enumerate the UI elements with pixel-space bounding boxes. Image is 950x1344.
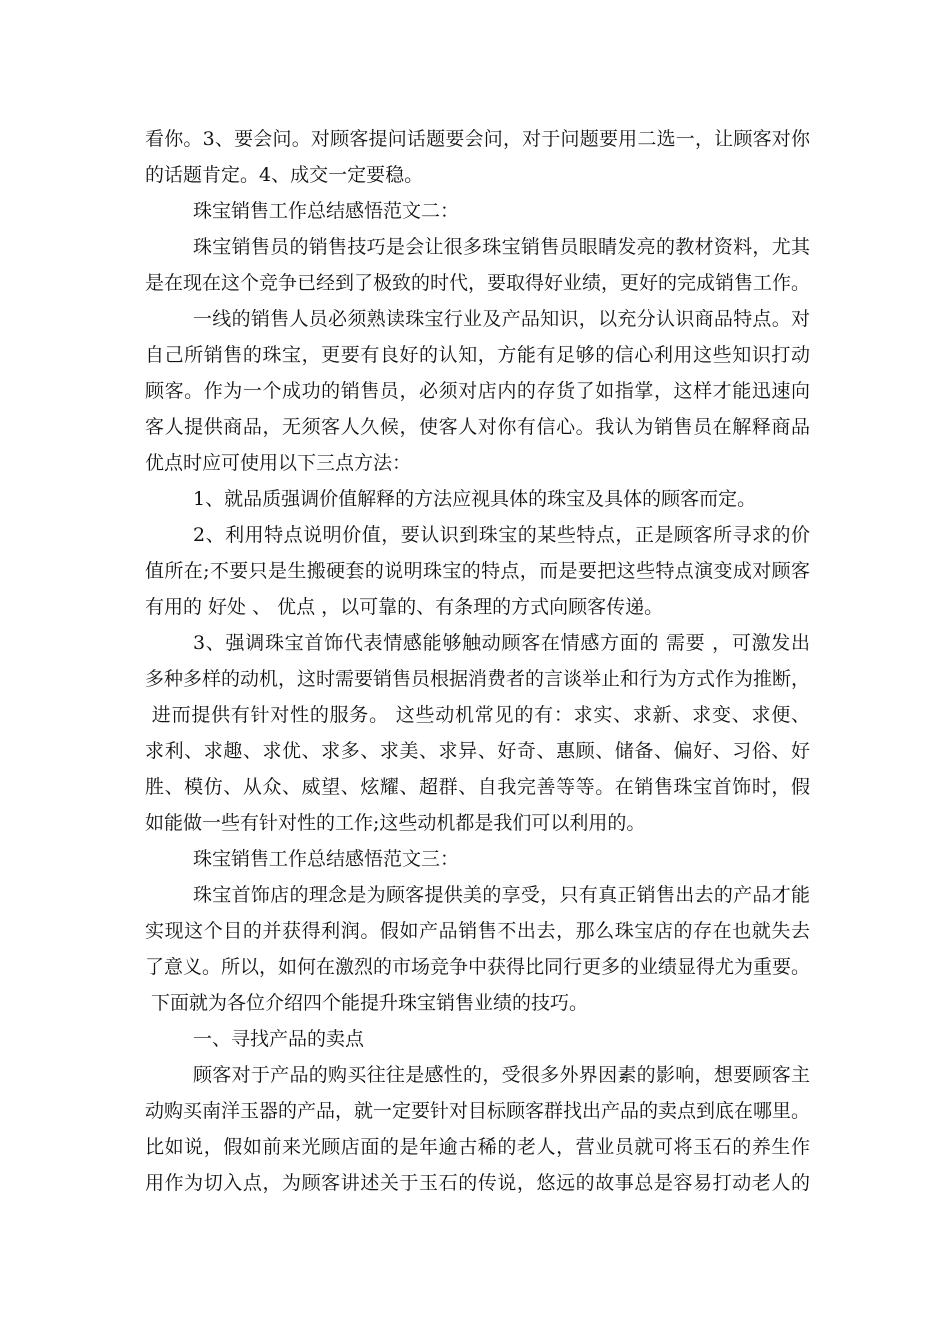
text-line: 有用的 好处 、 优点 ，以可靠的、有条理的方式向顾客传递。 (145, 596, 664, 618)
section-heading: 珠宝销售工作总结感悟范文二： (193, 200, 460, 222)
subheading: 一、寻找产品的卖点 (193, 1028, 365, 1050)
text-line: 优点时应可使用以下三点方法： (145, 452, 412, 474)
text-line: 珠宝首饰店的理念是为顾客提供美的享受，只有真正销售出去的产品才能 (193, 884, 810, 906)
text-line: 看你。3、要会问。对顾客提问话题要会问，对于问题要用二选一，让顾客对你 (145, 128, 810, 150)
text-line: 顾客。作为一个成功的销售员，必须对店内的存货了如指掌，这样才能迅速向 (145, 380, 810, 402)
text-line: 一线的销售人员必须熟读珠宝行业及产品知识，以充分认识商品特点。对 (193, 308, 810, 330)
text-line: 的话题肯定。4、成交一定要稳。 (145, 164, 424, 186)
list-item: 2、利用特点说明价值，要认识到珠宝的某些特点，正是顾客所寻求的价 (193, 524, 810, 546)
text-line: 比如说，假如前来光顾店面的是年逾古稀的老人，营业员就可将玉石的养生作 (145, 1136, 810, 1158)
text-line: 进而提供有针对性的服务。 这些动机常见的有：求实、求新、求变、求便、 (145, 704, 810, 726)
text-line: 自己所销售的珠宝，更要有良好的认知，方能有足够的信心利用这些知识打动 (145, 344, 810, 366)
text-line: 用作为切入点，为顾客讲述关于玉石的传说，悠远的故事总是容易打动老人的 (145, 1172, 810, 1194)
text-line: 如能做一些有针对性的工作;这些动机都是我们可以利用的。 (145, 812, 646, 834)
text-line: 珠宝销售员的销售技巧是会让很多珠宝销售员眼睛发亮的教材资料，尤其 (193, 236, 810, 258)
text-line: 胜、模仿、从众、威望、炫耀、超群、自我完善等等。在销售珠宝首饰时，假 (145, 776, 810, 798)
text-line: 是在现在这个竞争已经到了极致的时代，要取得好业绩，更好的完成销售工作。 (145, 272, 810, 294)
list-item: 1、就品质强调价值解释的方法应视具体的珠宝及具体的顾客而定。 (193, 488, 757, 510)
text-line: 求利、求趣、求优、求多、求美、求异、好奇、惠顾、储备、偏好、习俗、好 (145, 740, 810, 762)
section-heading: 珠宝销售工作总结感悟范文三： (193, 848, 460, 870)
text-line: 值所在;不要只是生搬硬套的说明珠宝的特点，而是要把这些特点演变成对顾客 (145, 560, 810, 582)
text-line: 了意义。所以，如何在激烈的市场竞争中获得比同行更多的业绩显得尤为重要。 (145, 956, 810, 978)
list-item: 3、强调珠宝首饰代表情感能够触动顾客在情感方面的 需要 ，可激发出 (193, 632, 810, 654)
text-line: 顾客对于产品的购买往往是感性的，受很多外界因素的影响，想要顾客主 (193, 1064, 810, 1086)
text-line: 多种多样的动机，这时需要销售员根据消费者的言谈举止和行为方式作为推断， (145, 668, 810, 690)
text-line: 客人提供商品，无须客人久候，使客人对你有信心。我认为销售员在解释商品 (145, 416, 810, 438)
text-line: 实现这个目的并获得利润。假如产品销售不出去，那么珠宝店的存在也就失去 (145, 920, 810, 942)
text-line: 动购买南洋玉器的产品，就一定要针对目标顾客群找出产品的卖点到底在哪里。 (145, 1100, 810, 1122)
text-line: 下面就为各位介绍四个能提升珠宝销售业绩的技巧。 (145, 992, 589, 1014)
